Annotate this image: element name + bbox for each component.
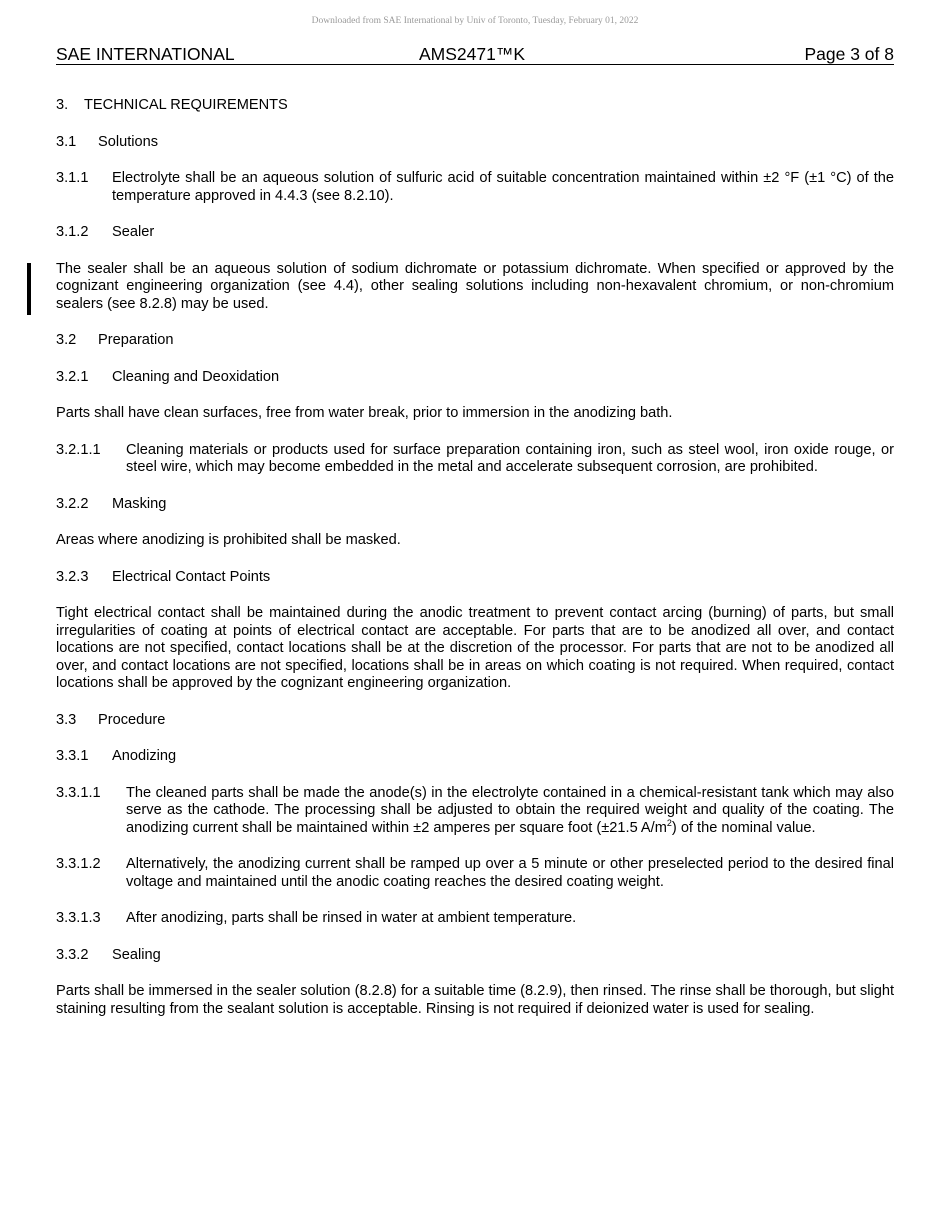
section-title: Electrical Contact Points (112, 568, 271, 585)
section-heading (56, 97, 894, 115)
paragraph-text: Cleaning materials or products used for surface preparation containing iron, such as steel wool, iron oxide rouge, or steel wire, which may become embedded in the metal and accelerate subsequent corrosion, are prohibited. (126, 441, 894, 475)
section-number: 3.3.1 (56, 748, 89, 764)
numbered-paragraph (56, 856, 894, 891)
section-title: Sealer (112, 224, 155, 240)
section-number: 3.1.1 (56, 170, 89, 186)
revision-change-bar (27, 263, 31, 315)
section-heading (56, 748, 894, 766)
section-number: 3.3.1.1 (56, 784, 101, 801)
section-title: Solutions (98, 133, 159, 150)
header-org: SAE INTERNATIONAL (56, 44, 235, 64)
section-heading (56, 224, 894, 242)
section-heading (56, 569, 894, 587)
section-number: 3.3.1.3 (56, 910, 101, 926)
numbered-paragraph (56, 170, 894, 205)
section-number: 3.2.3 (56, 568, 89, 585)
section-title: Procedure (98, 711, 166, 728)
section-title: Anodizing (112, 748, 177, 764)
paragraph-text: Electrolyte shall be an aqueous solution of sulfuric acid of suitable concentration maintained within ±2 °F (±1 °C) of the temperature approved in 4.4.3 (see 8.2.10). (112, 170, 894, 204)
paragraph-sealer: The sealer shall be an aqueous solution of sodium dichromate or potassium dichromate. When specified or approved by the cognizant engineering organization (see 4.4), other sealing solutions including non-hexavalent chromium, or non-chromium sealers (see 8.2.8) may be used. (56, 260, 894, 312)
section-number: 3.3.2 (56, 946, 89, 963)
section-title: Preparation (98, 332, 174, 348)
document-body (56, 97, 894, 1037)
paragraph-contact-points: Tight electrical contact shall be maintained during the anodic treatment to prevent contact arcing (burning) of parts, but small irregularities of coating at points of electrical contact are acceptable. For parts that are to be anodized all over, and contact locations are not specified, contact locations shall be at the discretion of the processor. For parts that are not to be anodized all over, and contact locations are not specified, locations shall be in areas on which coating is not required. When required, contact locations shall be approved by the cognizant engineering organization. (56, 605, 894, 691)
section-heading (56, 712, 894, 730)
section-number: 3.2.2 (56, 495, 89, 512)
section-heading (56, 332, 894, 350)
download-watermark: Downloaded from SAE International by Univ of Toronto, Tuesday, February 01, 2022 (311, 16, 639, 26)
header-page-number: Page 3 of 8 (804, 44, 894, 64)
paragraph-masking: Areas where anodizing is prohibited shall be masked. (56, 532, 401, 548)
paragraph-text: Alternatively, the anodizing current shall be ramped up over a 5 minute or other preselected period to the desired final voltage and maintained until the anodic coating reaches the desired coating weight. (126, 856, 894, 890)
section-number: 3. (56, 97, 69, 113)
numbered-paragraph (56, 785, 894, 838)
section-title: Masking (112, 495, 167, 512)
page-header (56, 44, 894, 65)
section-number: 3.3.1.2 (56, 856, 101, 872)
section-number: 3.1.2 (56, 224, 89, 240)
section-heading (56, 947, 894, 965)
paragraph-text-part: The cleaned parts shall be made the anode(s) in the electrolyte contained in a chemical-resistant tank which may also serve as the cathode. The processing shall be adjusted to obtain the required weight and quality of the coating. The anodizing current shall be maintained within ±2 amperes per square foot (±21.5 A/m (126, 784, 894, 836)
section-heading (56, 369, 894, 387)
section-title: Cleaning and Deoxidation (112, 368, 280, 385)
section-number: 3.1 (56, 133, 77, 150)
section-number: 3.2.1 (56, 368, 89, 385)
section-title: TECHNICAL REQUIREMENTS (84, 97, 288, 113)
section-heading (56, 496, 894, 514)
paragraph-sealing: Parts shall be immersed in the sealer solution (8.2.8) for a suitable time (8.2.9), then rinsed. The rinse shall be thorough, but slight staining resulting from the sealant solution is acceptable. Rinsing is not required if deionized water is used for sealing. (56, 983, 894, 1017)
section-heading (56, 134, 894, 152)
section-number: 3.2.1.1 (56, 441, 101, 458)
paragraph-text-part: ) of the nominal value. (671, 819, 816, 836)
section-title: Sealing (112, 946, 161, 963)
paragraph-text (126, 785, 894, 838)
section-number: 3.3 (56, 711, 77, 728)
numbered-paragraph (56, 910, 894, 928)
numbered-paragraph (56, 442, 894, 477)
section-number: 3.2 (56, 332, 77, 348)
superscript: 2 (666, 817, 672, 828)
paragraph-text: After anodizing, parts shall be rinsed in water at ambient temperature. (126, 910, 577, 926)
paragraph-cleaning: Parts shall have clean surfaces, free from water break, prior to immersion in the anodizing bath. (56, 405, 673, 421)
header-doc-id: AMS2471™K (419, 44, 526, 64)
